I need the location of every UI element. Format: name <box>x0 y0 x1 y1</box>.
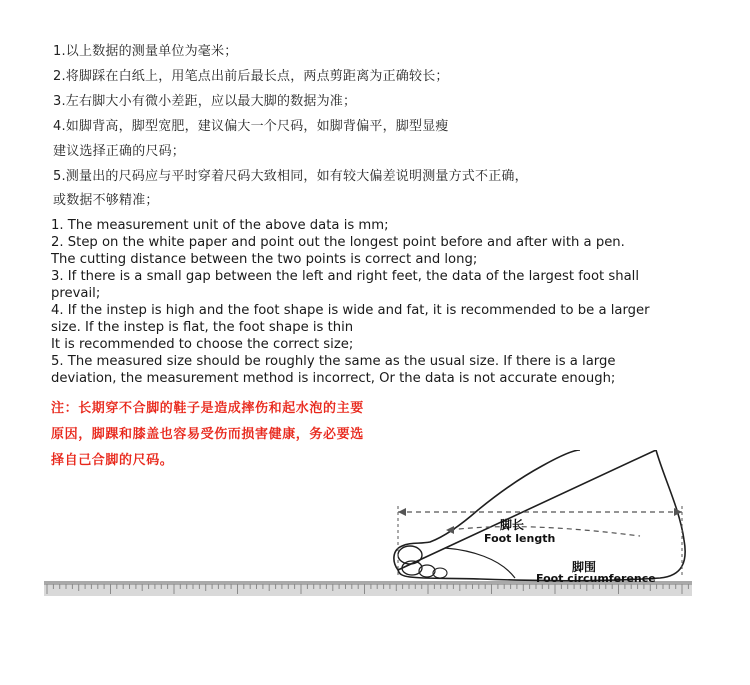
en-note-line-1: 1. The measurement unit of the above data is mm; <box>51 218 389 233</box>
foot-outline <box>394 450 685 581</box>
warning-line-2: 原因，脚踝和膝盖也容易受伤而损害健康，务必要选 <box>51 427 364 442</box>
en-note-line-4: 3. If there is a small gap between the left and right feet, the data of the largest foot shall <box>51 269 640 284</box>
zh-note-5-cont: 或数据不够精准； <box>53 193 159 208</box>
foot-circumference-label-zh: 脚围 <box>572 560 597 574</box>
zh-note-5: 5.测量出的尺码应与平时穿着尺码大致相同，如有较大偏差说明测量方式不正确， <box>53 169 528 184</box>
zh-note-4: 4.如脚背高，脚型宽肥，建议偏大一个尺码，如脚背偏平，脚型显瘦 <box>53 119 449 134</box>
foot-length-label-en: Foot length <box>484 532 556 545</box>
en-note-line-2: 2. Step on the white paper and point out the longest point before and after with a pen. <box>51 235 625 250</box>
en-note-line-7: size. If the instep is flat, the foot shape is thin <box>51 320 354 335</box>
english-notes <box>51 217 746 387</box>
en-note-line-5: prevail; <box>51 286 101 301</box>
foot-arch-line <box>445 548 515 578</box>
foot-circumference-label-en: Foot circumference <box>536 572 656 585</box>
en-note-line-8: It is recommended to choose the correct size; <box>51 337 354 352</box>
foot-length-label-zh: 脚长 <box>500 518 525 532</box>
en-note-line-3: The cutting distance between the two points is correct and long; <box>51 252 478 267</box>
foot-measurement-figure <box>0 450 750 630</box>
en-note-line-9: 5. The measured size should be roughly the same as the usual size. If there is a large <box>51 354 616 369</box>
foot-length-arrow-left <box>398 508 406 516</box>
en-note-line-10: deviation, the measurement method is incorrect, Or the data is not accurate enough; <box>51 371 616 386</box>
en-note-line-6: 4. If the instep is high and the foot shape is wide and fat, it is recommended to be a larger <box>51 303 650 318</box>
zh-note-3: 3.左右脚大小有微小差距，应以最大脚的数据为准； <box>53 94 357 109</box>
warning-line-1: 注：长期穿不合脚的鞋子是造成摔伤和起水泡的主要 <box>51 401 364 416</box>
zh-note-4-cont: 建议选择正确的尺码； <box>53 144 186 159</box>
ruler-bar <box>44 584 692 596</box>
zh-note-1: 1.以上数据的测量单位为毫米； <box>53 44 238 59</box>
warning-line-3: 择自己合脚的尺码。 <box>51 453 174 468</box>
foot-illustration <box>0 450 750 630</box>
zh-note-2: 2.将脚踩在白纸上，用笔点出前后最长点，两点剪距离为正确较长； <box>53 69 449 84</box>
